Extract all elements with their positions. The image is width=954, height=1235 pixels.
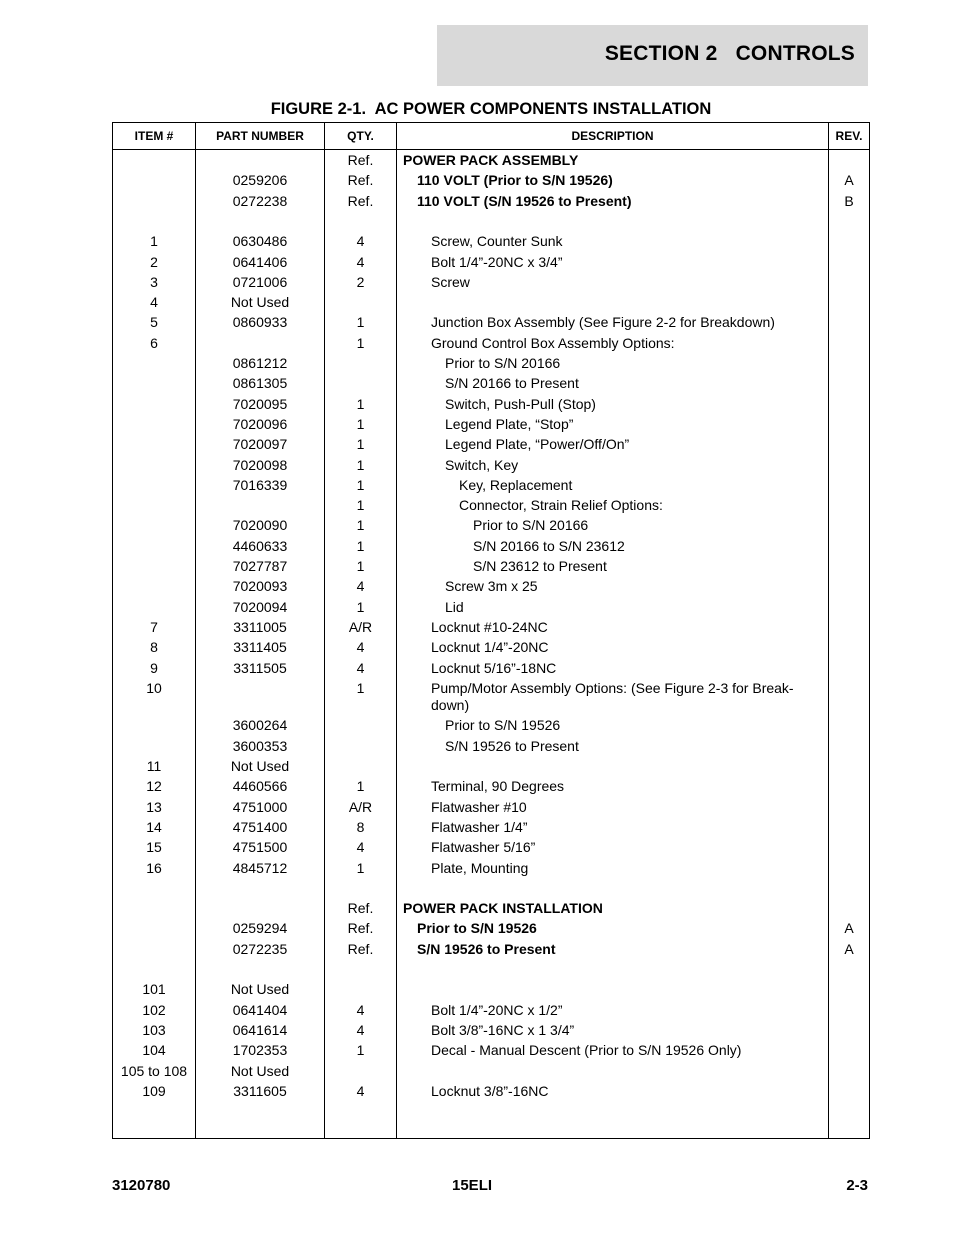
item-number: 104 bbox=[142, 1042, 166, 1059]
item-number: 11 bbox=[146, 758, 162, 774]
item-number: 12 bbox=[146, 778, 162, 795]
description: Locknut 5/16”-18NC bbox=[431, 659, 557, 676]
quantity: 1 bbox=[356, 598, 365, 615]
header-part-number: PART NUMBER bbox=[216, 129, 304, 143]
part-number: 4751500 bbox=[232, 839, 288, 856]
parts-table bbox=[112, 122, 870, 1139]
quantity: Ref. bbox=[347, 940, 374, 957]
description: Bolt 1/4”-20NC x 1/2” bbox=[431, 1001, 563, 1018]
description: Ground Control Box Assembly Options: bbox=[431, 334, 675, 351]
description: S/N 19526 to Present bbox=[445, 737, 579, 754]
quantity: 2 bbox=[356, 273, 365, 290]
part-number: 0259206 bbox=[232, 172, 288, 189]
description: Legend Plate, “Power/Off/On” bbox=[445, 436, 630, 453]
item-number: 105 to 108 bbox=[120, 1062, 188, 1079]
description: POWER PACK ASSEMBLY bbox=[403, 152, 579, 168]
item-number: 6 bbox=[150, 334, 158, 351]
revision: B bbox=[844, 192, 854, 209]
quantity: 1 bbox=[356, 497, 365, 514]
quantity: 4 bbox=[356, 233, 365, 250]
description: 110 VOLT (Prior to S/N 19526) bbox=[417, 172, 613, 189]
item-number: 8 bbox=[150, 639, 158, 656]
quantity: 1 bbox=[356, 456, 365, 473]
footer-doc-number: 3120780 bbox=[112, 1177, 171, 1194]
quantity: Ref. bbox=[347, 192, 374, 209]
section-title: SECTION 2 CONTROLS bbox=[604, 42, 855, 65]
description: Bolt 3/8”-16NC x 1 3/4” bbox=[431, 1021, 575, 1038]
quantity: 4 bbox=[356, 839, 365, 856]
part-number: Not Used bbox=[230, 981, 290, 998]
part-number: 0861305 bbox=[232, 375, 288, 392]
part-number: 7027787 bbox=[232, 558, 288, 574]
item-number: 3 bbox=[150, 273, 158, 290]
part-number: 7020095 bbox=[232, 395, 288, 412]
quantity: 1 bbox=[356, 334, 365, 351]
figure-title: FIGURE 2-1. AC POWER COMPONENTS INSTALLATION bbox=[270, 100, 712, 118]
description: Screw bbox=[431, 273, 470, 290]
description: Plate, Mounting bbox=[431, 859, 529, 876]
quantity: 4 bbox=[356, 659, 365, 676]
section-banner bbox=[437, 25, 868, 86]
part-number: Not Used bbox=[230, 294, 290, 311]
part-number: 0641404 bbox=[232, 1001, 288, 1018]
item-number: 16 bbox=[146, 859, 162, 876]
description: Switch, Push-Pull (Stop) bbox=[445, 395, 596, 412]
quantity: A/R bbox=[348, 798, 373, 815]
description: Terminal, 90 Degrees bbox=[431, 778, 565, 795]
description: Decal - Manual Descent (Prior to S/N 19526 Only) bbox=[431, 1042, 742, 1059]
part-number: 0641614 bbox=[232, 1021, 288, 1038]
part-number: 4751400 bbox=[232, 818, 288, 835]
description: S/N 20166 to S/N 23612 bbox=[473, 537, 625, 554]
part-number: 7016339 bbox=[232, 476, 288, 493]
description: Flatwasher 1/4” bbox=[431, 818, 528, 835]
description: Screw 3m x 25 bbox=[445, 578, 538, 595]
part-number: 3600264 bbox=[232, 717, 288, 734]
quantity: Ref. bbox=[347, 172, 374, 189]
quantity: A/R bbox=[348, 618, 373, 635]
quantity: Ref. bbox=[347, 900, 374, 917]
part-number: 4751000 bbox=[232, 798, 288, 815]
description: 110 VOLT (S/N 19526 to Present) bbox=[417, 192, 632, 209]
part-number: 0272238 bbox=[232, 192, 288, 209]
part-number: 3600353 bbox=[232, 737, 288, 754]
quantity: Ref. bbox=[347, 920, 374, 937]
item-number: 4 bbox=[150, 294, 158, 311]
part-number: 0721006 bbox=[232, 273, 288, 290]
description: POWER PACK INSTALLATION bbox=[403, 900, 603, 917]
description: Bolt 1/4”-20NC x 3/4” bbox=[431, 253, 563, 270]
quantity: 1 bbox=[356, 415, 365, 432]
part-number: 4460566 bbox=[232, 778, 288, 795]
item-number: 13 bbox=[146, 798, 162, 815]
item-number: 109 bbox=[142, 1082, 166, 1099]
description: Locknut 1/4”-20NC bbox=[431, 639, 549, 656]
footer-page-number: 2-3 bbox=[846, 1177, 868, 1194]
item-number: 1 bbox=[150, 233, 158, 250]
revision: A bbox=[844, 920, 854, 937]
quantity: 1 bbox=[356, 778, 365, 795]
description: Locknut #10-24NC bbox=[431, 618, 548, 635]
description: Switch, Key bbox=[445, 456, 519, 473]
quantity: 1 bbox=[356, 314, 365, 331]
description: Prior to S/N 20166 bbox=[445, 355, 561, 371]
item-number: 14 bbox=[146, 818, 162, 835]
description: Pump/Motor Assembly Options: (See Figure 2-3 for Break-down) bbox=[431, 679, 794, 713]
item-number: 102 bbox=[142, 1001, 166, 1018]
column-divider bbox=[396, 123, 397, 1138]
header-rev: REV. bbox=[835, 129, 863, 143]
part-number: 0272235 bbox=[232, 940, 288, 957]
quantity: 1 bbox=[356, 436, 365, 453]
header-description: DESCRIPTION bbox=[571, 129, 654, 143]
item-number: 5 bbox=[150, 314, 158, 331]
quantity: 8 bbox=[356, 818, 365, 835]
description: S/N 20166 to Present bbox=[445, 375, 579, 392]
part-number: Not Used bbox=[230, 758, 290, 774]
item-number: 10 bbox=[146, 679, 162, 696]
part-number: 3311505 bbox=[233, 659, 287, 676]
description: Locknut 3/8”-16NC bbox=[431, 1082, 549, 1099]
description: Prior to S/N 19526 bbox=[445, 717, 561, 734]
quantity: 1 bbox=[356, 859, 365, 876]
part-number: 7020096 bbox=[232, 415, 288, 432]
revision: A bbox=[844, 172, 854, 189]
quantity: 1 bbox=[356, 537, 365, 554]
item-number: 103 bbox=[142, 1021, 166, 1038]
quantity: Ref. bbox=[347, 152, 374, 168]
part-number: 7020090 bbox=[232, 517, 288, 534]
part-number: 0861212 bbox=[232, 355, 288, 371]
description: Flatwasher #10 bbox=[431, 798, 527, 815]
description: Junction Box Assembly (See Figure 2-2 for Breakdown) bbox=[431, 314, 775, 331]
item-number: 101 bbox=[142, 981, 166, 998]
part-number: 4460633 bbox=[232, 537, 288, 554]
footer-model: 15ELI bbox=[452, 1177, 493, 1194]
part-number: 7020093 bbox=[232, 578, 288, 595]
part-number: Not Used bbox=[230, 1062, 290, 1079]
quantity: 1 bbox=[356, 517, 365, 534]
description: Lid bbox=[445, 598, 464, 615]
part-number: 0259294 bbox=[232, 920, 288, 937]
part-number: 7020098 bbox=[232, 456, 288, 473]
description: Flatwasher 5/16” bbox=[431, 839, 536, 856]
part-number: 0641406 bbox=[232, 253, 288, 270]
item-number: 7 bbox=[150, 618, 158, 635]
table-header bbox=[113, 123, 869, 150]
quantity: 1 bbox=[356, 679, 365, 696]
part-number: 4845712 bbox=[232, 859, 288, 876]
part-number: 7020097 bbox=[232, 436, 288, 453]
quantity: 1 bbox=[356, 476, 365, 493]
quantity: 4 bbox=[356, 1001, 365, 1018]
description: Screw, Counter Sunk bbox=[431, 233, 563, 250]
quantity: 4 bbox=[356, 1021, 365, 1038]
item-number: 2 bbox=[150, 253, 158, 270]
part-number: 7020094 bbox=[232, 598, 288, 615]
header-qty: QTY. bbox=[347, 129, 374, 143]
item-number: 15 bbox=[146, 839, 162, 856]
description: Connector, Strain Relief Options: bbox=[459, 497, 663, 514]
part-number: 3311605 bbox=[233, 1082, 287, 1099]
quantity: 4 bbox=[356, 578, 365, 595]
part-number: 0860933 bbox=[232, 314, 288, 331]
part-number: 0630486 bbox=[232, 233, 288, 250]
quantity: 4 bbox=[356, 639, 365, 656]
quantity: 4 bbox=[356, 253, 365, 270]
quantity: 4 bbox=[356, 1082, 365, 1099]
part-number: 1702353 bbox=[232, 1042, 288, 1059]
description: Prior to S/N 20166 bbox=[473, 517, 589, 534]
description: S/N 19526 to Present bbox=[417, 940, 556, 957]
description: Prior to S/N 19526 bbox=[417, 920, 537, 937]
item-number: 9 bbox=[150, 659, 158, 676]
header-item: ITEM # bbox=[134, 129, 174, 143]
description: Key, Replacement bbox=[459, 476, 573, 493]
quantity: 1 bbox=[356, 1042, 365, 1059]
part-number: 3311405 bbox=[233, 639, 287, 656]
description: Legend Plate, “Stop” bbox=[445, 415, 574, 432]
description: S/N 23612 to Present bbox=[473, 558, 607, 574]
quantity: 1 bbox=[356, 558, 365, 574]
part-number: 3311005 bbox=[233, 618, 287, 635]
quantity: 1 bbox=[356, 395, 365, 412]
column-divider bbox=[828, 123, 829, 1138]
revision: A bbox=[844, 940, 854, 957]
